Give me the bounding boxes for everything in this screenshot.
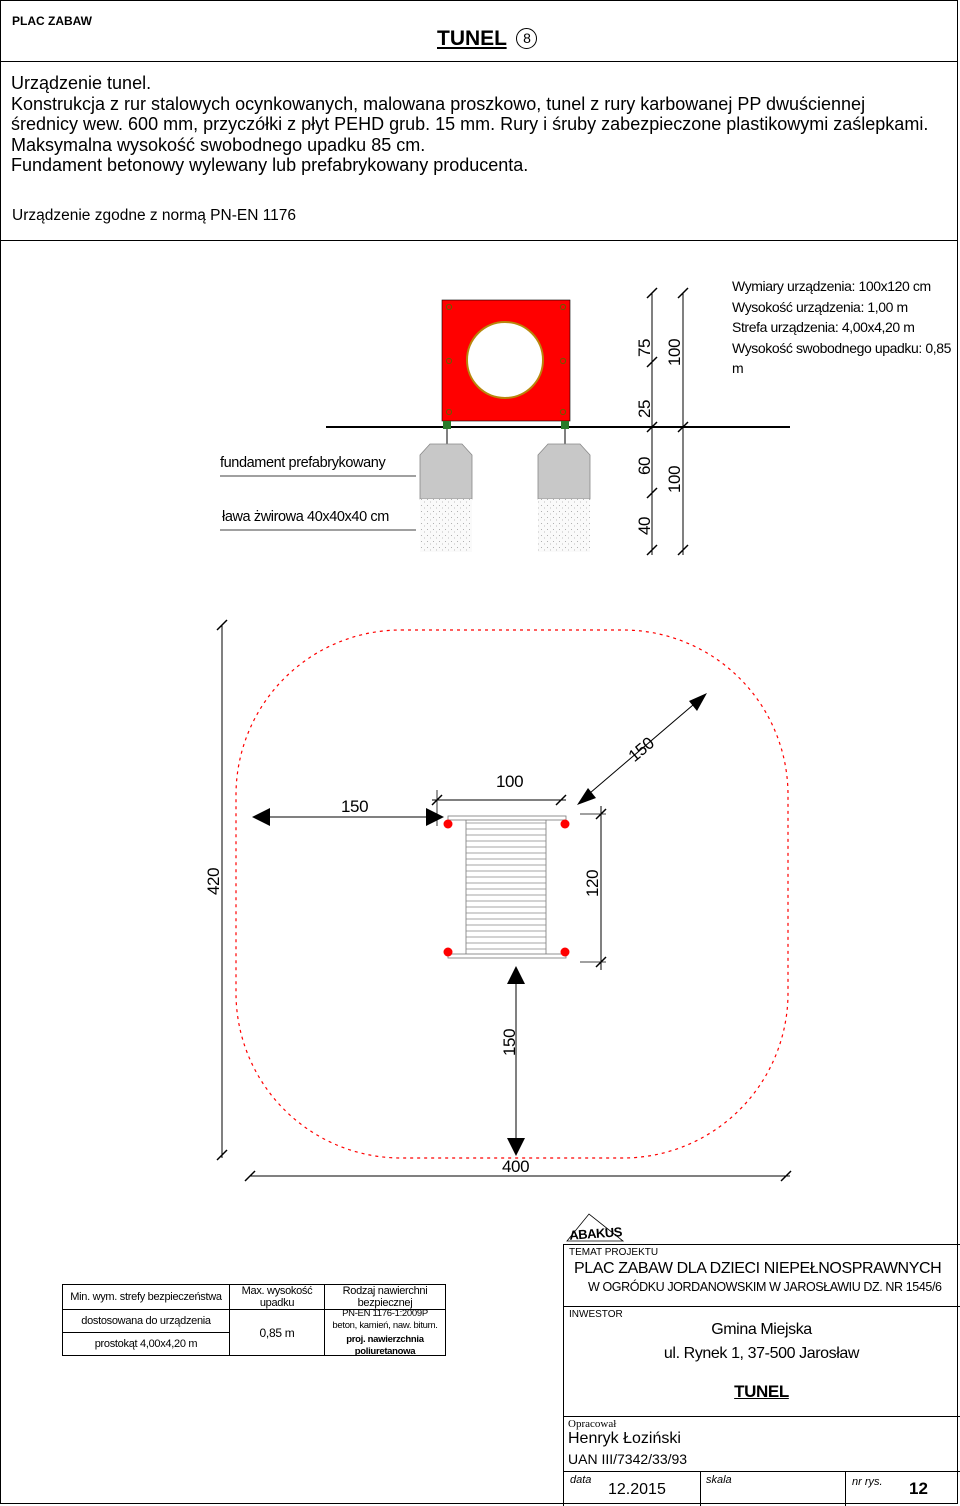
table-surface [324,1309,446,1356]
investor-name: Gmina Miejska [711,1321,812,1338]
investor-label: INWESTOR [569,1309,623,1320]
nr-value: 12 [909,1479,928,1498]
temat-label: TEMAT PROJEKTU [569,1247,659,1258]
arrow-left-in [426,808,444,826]
company-logo [565,1210,625,1244]
gravel-bed-right [538,499,590,552]
dim-100-below: 100 [665,465,684,493]
post-icon [444,820,453,829]
spec-dimensions: Wymiary urządzenia: 100x120 cm [732,278,931,294]
specs [732,276,960,379]
foundation-label: fundament prefabrykowany [220,455,386,471]
foundation-right [538,444,590,499]
norm-text: Urządzenie zgodne z normą PN-EN 1176 [12,207,297,224]
titleblock-div-5 [845,1471,846,1506]
date-value: 12.2015 [608,1481,666,1498]
post-icon [561,820,570,829]
plan-dim-top-right: 150 [624,733,658,766]
titleblock-div-2 [563,1416,960,1417]
post-icon [444,948,453,957]
header-title [437,27,537,51]
investor-address: ul. Rynek 1, 37-500 Jarosław [663,1345,860,1362]
bolt-icon [446,409,451,414]
gravel-bed-left [420,499,472,552]
spec-zone: Strefa urządzenia: 4,00x4,20 m [732,319,915,335]
plan-dim-left: 150 [341,797,369,816]
arrow-left-out [252,808,270,826]
author-license: UAN III/7342/33/93 [568,1451,688,1467]
project-subtitle: W OGRÓDKU JORDANOWSKIM W JAROSŁAWIU DZ. NR 1545/6 [588,1280,942,1294]
dim-75: 75 [635,338,654,357]
spec-height: Wysokość urządzenia: 1,00 m [732,298,908,315]
drawing-title: TUNEL [734,1382,789,1401]
table-header-surface: Rodzaj nawierchni bezpiecznej [324,1284,446,1310]
table-fall-height: 0,85 m [229,1309,325,1356]
panel-bottom [448,954,566,958]
author-label: Opracował [568,1418,617,1430]
description-line-5: Fundament betonowy wylewany lub prefabrykowany producenta. [11,155,529,175]
header-number-badge: 8 [516,28,537,49]
dim-100-above: 100 [665,338,684,366]
header-divider [0,61,958,62]
spec-fall-height: Wysokość swobodnego upadku: 0,85 m [732,339,951,376]
table-surface-exclusions: beton, kamień, naw. bitum. [332,1319,438,1331]
bolt-icon [446,304,451,309]
plan-dim-width: 100 [496,772,524,791]
project-title: PLAC ZABAW DLA DZIECI NIEPEŁNOSPRAWNYCH [574,1260,942,1277]
bolt-icon [560,358,565,363]
arrow-bottom-in [507,966,525,984]
description-line-3: średnicy wew. 600 mm, przyczółki z płyt PEHD grub. 15 mm. Rury i śruby zabezpieczone plastikowymi zaślepkami. [11,114,929,134]
date-label: data [570,1474,592,1486]
description-line-4: Maksymalna wysokość swobodnego upadku 85 cm. [11,134,426,155]
table-header-zone: Min. wym. strefy bezpieczeństwa [62,1284,230,1310]
description-line-2: Konstrukcja z rur stalowych ocynkowanych, malowana proszkowo, tunel z rury karbowanej PP dwuściennej [11,93,866,114]
foundation-left [420,444,472,499]
post-icon [561,948,570,957]
description-line-1: Urządzenie tunel. [11,73,152,93]
arrow-bottom-out [507,1138,525,1156]
dim-60: 60 [635,456,654,475]
bolt-icon [560,409,565,414]
table-header-height: Max. wysokość upadku [229,1284,325,1310]
author-name: Henryk Łoziński [568,1430,681,1447]
plan-dim-zone-height: 420 [204,867,223,895]
header-label: PLAC ZABAW [12,14,92,28]
plan-dim-bottom: 150 [500,1028,519,1056]
post-left [443,421,451,429]
arrow-diag-out [689,693,707,711]
plan-dim-height: 120 [583,869,602,897]
plan-drawing [0,600,958,1200]
titleblock-div-1 [563,1306,960,1307]
description [11,73,951,176]
table-surface-norm: PN-EN 1176-1:2009P [342,1308,428,1319]
table-zone-fit: dostosowana do urządzenia [62,1309,230,1333]
post-right [561,421,569,429]
bolt-icon [560,304,565,309]
dim-25: 25 [635,399,654,418]
table-zone-size: prostokąt 4,00x4,20 m [62,1332,230,1356]
table-surface-proposal: proj. nawierzchnia poliuretanowa [346,1334,424,1357]
logo-mark [565,1210,625,1244]
dim-40: 40 [635,516,654,535]
panel-top [448,816,566,820]
titleblock-div-4 [700,1471,701,1506]
scale-label: skala [706,1474,732,1486]
gravel-label: ława żwirowa 40x40x40 cm [222,509,389,525]
logo-text: ABAKUS [568,1224,623,1243]
plan-dim-zone-width: 400 [502,1157,530,1176]
bolt-icon [446,358,451,363]
titleblock-div-3 [563,1471,960,1472]
header-title-text: TUNEL [437,27,507,50]
tunnel-opening [467,322,543,398]
tunnel-body [466,817,546,957]
nr-label: nr rys. [852,1476,883,1488]
